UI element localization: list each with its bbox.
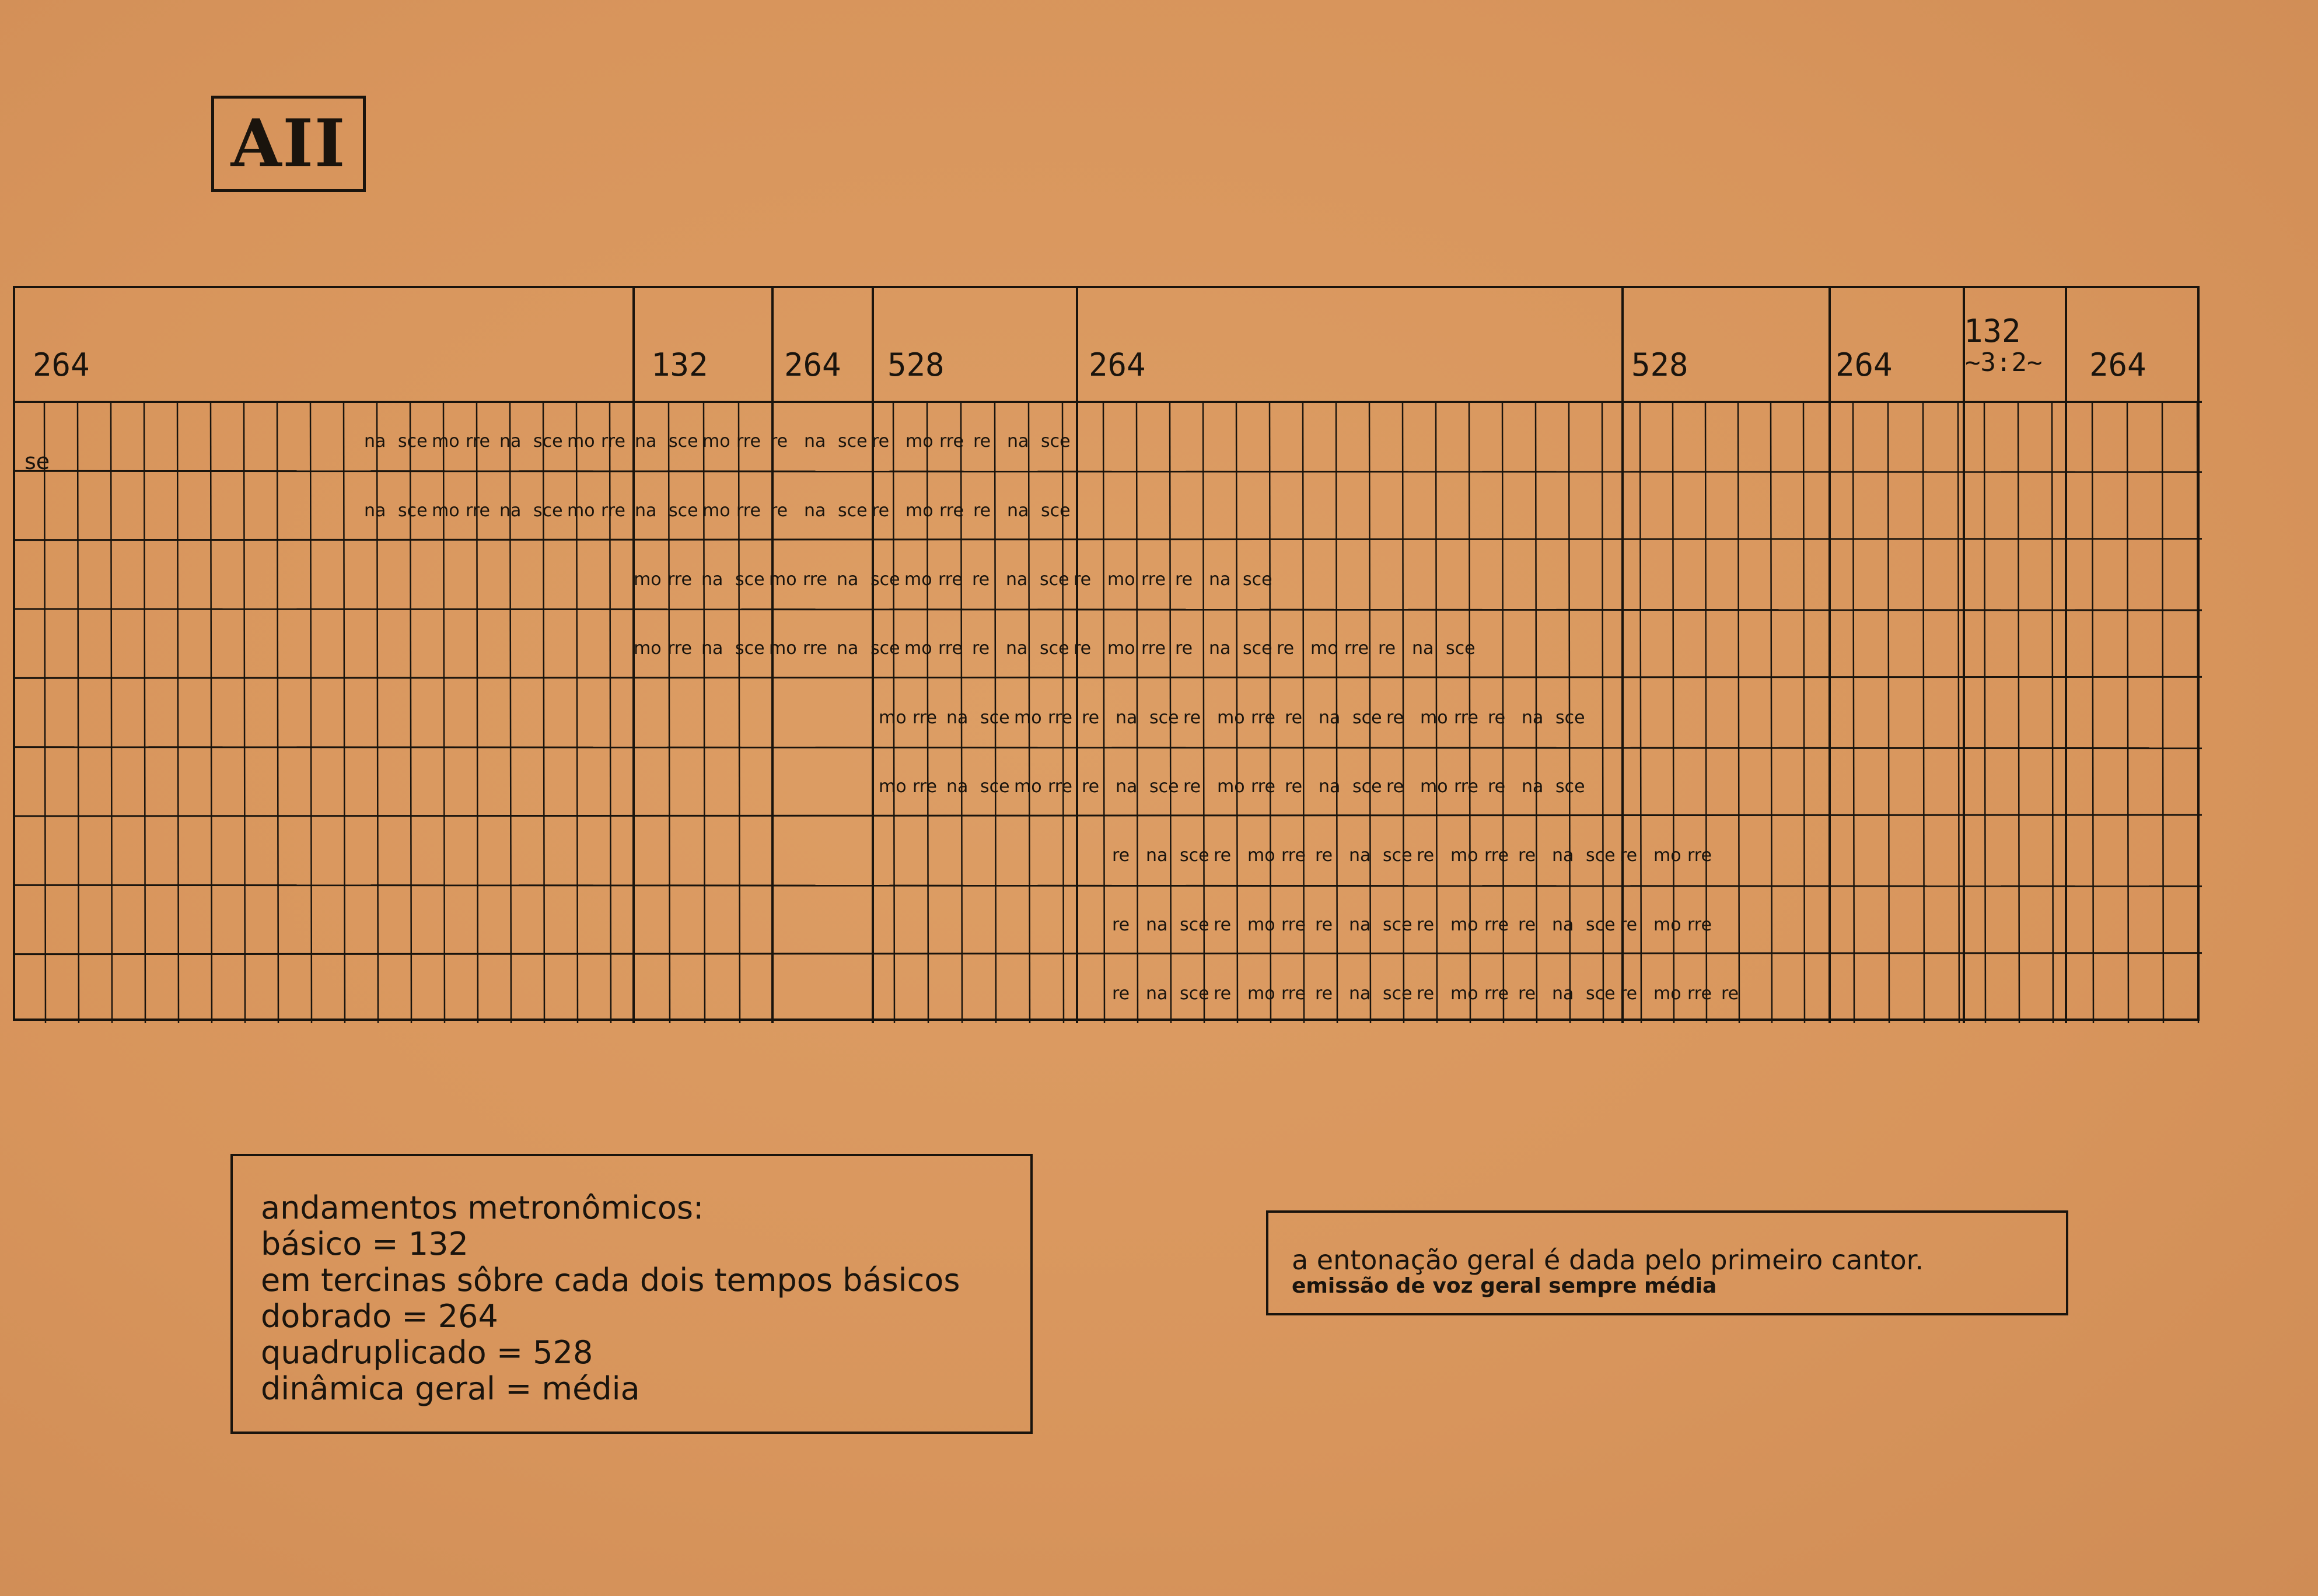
syllable-cell: rre [1281,914,1306,935]
syllable-cell: mo [702,431,730,452]
syllable-cell: re [1112,914,1130,935]
syllable-cell: rre [1251,707,1275,728]
syllable-cell: sce [1149,776,1179,797]
syllable-cell: re [1315,983,1333,1004]
syllable-cell: re [1417,845,1435,866]
syllable-cell: sce [669,431,698,452]
syllable-cell: mo [1217,707,1245,728]
beat-line [2197,402,2198,1023]
tempo-note-line: quadruplicado = 528 [261,1334,593,1371]
beat-line [2018,402,2019,1023]
syllable-cell: rre [1687,914,1712,935]
syllable-cell: na [1146,845,1168,866]
beat-line [704,402,705,1023]
syllable-cell: re [1175,569,1193,590]
syllable-cell: re [1183,707,1201,728]
tempo-note-line: dinâmica geral = média [261,1370,640,1407]
row-line [15,953,2202,954]
syllable-cell: mo [1310,638,1338,659]
syllable-cell: mo [1450,914,1478,935]
row-line [15,747,2202,748]
syllable-cell: sce [870,569,900,590]
syllable-cell: re [1082,707,1100,728]
syllable-cell: re [1277,638,1295,659]
syllable-cell: rre [1251,776,1275,797]
syllable-cell: mo [879,707,907,728]
syllable-cell: sce [1383,983,1413,1004]
remark-line: a entonação geral é dada pelo primeiro cantor. [1292,1244,1924,1276]
row-line [15,677,2202,678]
syllable-cell: rre [1281,845,1306,866]
syllable-cell: mo [1450,983,1478,1004]
syllable-cell: mo [1247,845,1275,866]
syllable-cell: mo [1420,707,1448,728]
syllable-cell: re [1417,914,1435,935]
syllable-cell: sce [980,707,1010,728]
syllable-cell: mo [1107,569,1135,590]
syllable-cell: mo [1450,845,1478,866]
syllable-cell: re [1183,776,1201,797]
tempo-notes-box [230,1154,1033,1434]
syllable-cell: na [804,431,826,452]
syllable-cell: na [1209,638,1231,659]
syllable-cell: rre [667,569,692,590]
tempo-label: 264 [1089,346,1146,383]
syllable-cell: na [1319,776,1341,797]
beat-line [277,402,278,1023]
syllable-cell: sce [1180,983,1209,1004]
beat-line [1888,402,1889,1023]
syllable-cell: sce [1180,914,1209,935]
syllable-cell: sce [1243,569,1272,590]
syllable-cell: na [1006,638,1028,659]
syllable-cell: rre [1484,845,1509,866]
syllable-cell: re [1315,914,1333,935]
beat-line [111,402,112,1023]
syllable-cell: rre [912,776,937,797]
syllable-cell: re [973,431,991,452]
syllable-cell: sce [1555,707,1585,728]
beat-line [543,402,544,1023]
syllable-cell: na [1349,983,1371,1004]
syllable-cell: mo [769,569,797,590]
beat-line [2127,402,2128,1023]
syllable-cell: na [1116,707,1138,728]
syllable-cell: sce [1243,638,1272,659]
syllable-cell: na [1116,776,1138,797]
beat-line [610,402,611,1023]
syllable-cell: rre [736,500,761,521]
beat-line [344,402,345,1023]
syllable-cell: rre [1484,983,1509,1004]
syllable-cell: na [1006,569,1028,590]
syllable-cell: rre [1484,914,1509,935]
syllable-cell: mo [1653,845,1681,866]
syllable-cell: re [1214,914,1232,935]
syllable-cell: sce [1446,638,1476,659]
score-grid [13,286,2200,1021]
syllable-cell: na [1146,983,1168,1004]
beat-line [177,402,179,1023]
syllable-cell: mo [1247,914,1275,935]
syllable-cell: na [701,638,723,659]
syllable-cell: re [1285,707,1303,728]
syllable-cell: re [1488,776,1506,797]
beat-line [1853,402,1854,1023]
syllable-cell: sce [1586,983,1616,1004]
tempo-label: 528 [887,346,945,383]
syllable-cell: na [1007,500,1029,521]
syllable-cell: mo [432,500,460,521]
syllable-cell: mo [1653,983,1681,1004]
beat-line [443,402,445,1023]
syllable-cell: na [635,431,657,452]
syllable-cell: sce [1555,776,1585,797]
syllable-cell: mo [567,500,595,521]
beat-line [1923,402,1924,1023]
beat-line [2092,402,2093,1023]
section-title-text: AII [230,106,347,182]
syllable-cell: re [1074,638,1092,659]
syllable-cell: re [1620,914,1638,935]
syllable-cell: na [1552,983,1574,1004]
syllable-cell: mo [432,431,460,452]
syllable-cell: na [1349,845,1371,866]
syllable-cell: na [499,431,522,452]
syllable-cell: na [635,500,657,521]
syllable-cell: re [972,638,990,659]
syllable-cell: re [1518,914,1536,935]
syllable-se: se [25,449,50,474]
syllable-cell: mo [1014,707,1042,728]
syllable-cell: re [1214,845,1232,866]
syllable-cell: re [1386,776,1404,797]
syllable-cell: re [972,569,990,590]
syllable-cell: re [1620,845,1638,866]
tempo-label: 132 [1964,313,2021,349]
syllable-cell: rre [938,638,963,659]
syllable-cell: rre [1454,776,1478,797]
beat-line [1984,402,1985,1023]
row-line [15,609,2202,610]
syllable-cell: re [1378,638,1396,659]
syllable-cell: re [1488,707,1506,728]
syllable-cell: re [770,500,788,521]
syllable-cell: rre [1687,983,1712,1004]
syllable-cell: rre [939,431,964,452]
syllable-cell: na [1412,638,1434,659]
syllable-cell: sce [1352,776,1382,797]
syllable-cell: sce [838,500,868,521]
syllable-cell: mo [567,431,595,452]
syllable-cell: rre [1048,776,1072,797]
tempo-label: 264 [33,346,90,383]
syllable-cell: rre [1281,983,1306,1004]
syllable-cell: rre [1141,569,1166,590]
syllable-cell: sce [980,776,1010,797]
syllable-cell: na [804,500,826,521]
syllable-cell: mo [879,776,907,797]
beat-line [2162,402,2163,1023]
beat-line [1103,402,1104,1023]
syllable-cell: rre [939,500,964,521]
beat-line [669,402,670,1023]
syllable-cell: na [1522,776,1544,797]
syllable-cell: mo [1107,638,1135,659]
syllable-cell: rre [803,638,827,659]
syllable-cell: na [1007,431,1029,452]
tempo-note-line: básico = 132 [261,1226,469,1262]
syllable-cell: sce [1180,845,1209,866]
syllable-cell: rre [601,500,625,521]
syllable-cell: na [946,707,969,728]
syllable-cell: sce [1352,707,1382,728]
syllable-cell: re [872,500,890,521]
syllable-cell: re [973,500,991,521]
syllable-cell: na [364,431,386,452]
syllable-cell: rre [736,431,761,452]
syllable-cell: mo [905,431,934,452]
tempo-label: 264 [2089,346,2146,383]
syllable-cell: rre [601,431,625,452]
syllable-cell: re [1082,776,1100,797]
syllable-cell: na [364,500,386,521]
beat-line [1803,402,1805,1023]
syllable-cell: mo [1247,983,1275,1004]
syllable-cell: re [1417,983,1435,1004]
syllable-cell: sce [1586,845,1616,866]
syllable-cell: rre [1687,845,1712,866]
syllable-cell: mo [634,638,662,659]
beat-line [410,402,411,1023]
syllable-cell: sce [1383,914,1413,935]
syllable-cell: sce [1041,500,1071,521]
syllable-cell: re [1074,569,1092,590]
row-line [15,815,2202,816]
tempo-note-line: dobrado = 264 [261,1298,498,1335]
syllable-cell: rre [1048,707,1072,728]
syllable-cell: mo [634,569,662,590]
beat-line [2052,402,2053,1023]
syllable-cell: re [1620,983,1638,1004]
syllable-cell: mo [1217,776,1245,797]
syllable-cell: rre [803,569,827,590]
syllable-cell: re [1112,983,1130,1004]
syllable-cell: rre [667,638,692,659]
syllable-cell: na [946,776,969,797]
syllable-cell: sce [838,431,868,452]
syllable-cell: na [837,569,859,590]
syllable-cell: sce [398,500,428,521]
section-title [211,96,366,192]
syllable-cell: sce [398,431,428,452]
beat-line [310,402,312,1023]
syllable-cell: re [1285,776,1303,797]
syllable-cell: mo [904,569,932,590]
syllable-cell: sce [1040,638,1069,659]
syllable-cell: sce [533,500,563,521]
beat-line [1640,402,1641,1023]
beat-line [477,402,478,1023]
beat-line [1738,402,1739,1023]
syllable-cell: sce [1041,431,1071,452]
syllable-cell: rre [1141,638,1166,659]
syllable-cell: na [1349,914,1371,935]
syllable-cell: sce [669,500,698,521]
beat-line [1958,402,1959,1023]
syllable-cell: re [1175,638,1193,659]
syllable-cell: mo [904,638,932,659]
syllable-cell: rre [466,431,490,452]
row-line [15,885,2202,886]
remarks-box [1266,1210,2068,1315]
syllable-cell: sce [870,638,900,659]
syllable-cell: mo [905,500,934,521]
syllable-cell: sce [1040,569,1069,590]
remark-line: emissão de voz geral sempre média [1292,1274,1717,1298]
syllable-cell: rre [1344,638,1369,659]
syllable-cell: re [1518,845,1536,866]
syllable-cell: na [1552,845,1574,866]
syllable-cell: rre [466,500,490,521]
syllable-cell: sce [735,638,765,659]
syllable-cell: sce [1149,707,1179,728]
tempo-ratio-label: ~3:2~ [1965,348,2043,377]
syllable-cell: re [1315,845,1333,866]
syllable-cell: mo [1653,914,1681,935]
beat-line [244,402,245,1023]
beat-line [78,402,79,1023]
syllable-cell: re [1721,983,1739,1004]
beat-line [377,402,378,1023]
syllable-cell: re [1214,983,1232,1004]
syllable-cell: re [1112,845,1130,866]
syllable-cell: na [1552,914,1574,935]
beat-line [510,402,511,1023]
syllable-cell: na [701,569,723,590]
beat-line [1771,402,1772,1023]
syllable-cell: na [1146,914,1168,935]
syllable-cell: re [770,431,788,452]
syllable-cell: sce [1586,914,1616,935]
tempo-label: 132 [651,346,708,383]
syllable-cell: re [1518,983,1536,1004]
tempo-notes-heading: andamentos metronômicos: [261,1189,704,1226]
beat-line [576,402,578,1023]
syllable-cell: mo [702,500,730,521]
syllable-cell: rre [938,569,963,590]
tempo-note-line: em tercinas sôbre cada dois tempos básicos [261,1262,960,1298]
tempo-label: 264 [1835,346,1893,383]
beat-line [739,402,740,1023]
syllable-cell: rre [912,707,937,728]
syllable-cell: mo [1014,776,1042,797]
beat-line [144,402,145,1023]
beat-line [44,402,46,1023]
syllable-cell: na [1209,569,1231,590]
syllable-cell: sce [1383,845,1413,866]
syllable-cell: mo [769,638,797,659]
beat-line [211,402,212,1023]
syllable-cell: na [499,500,522,521]
syllable-cell: na [837,638,859,659]
syllable-cell: na [1522,707,1544,728]
syllable-cell: rre [1454,707,1478,728]
tempo-label: 528 [1631,346,1688,383]
syllable-cell: sce [735,569,765,590]
syllable-cell: na [1319,707,1341,728]
tempo-label: 264 [784,346,841,383]
syllable-cell: mo [1420,776,1448,797]
syllable-cell: sce [533,431,563,452]
syllable-cell: re [872,431,890,452]
syllable-cell: re [1386,707,1404,728]
